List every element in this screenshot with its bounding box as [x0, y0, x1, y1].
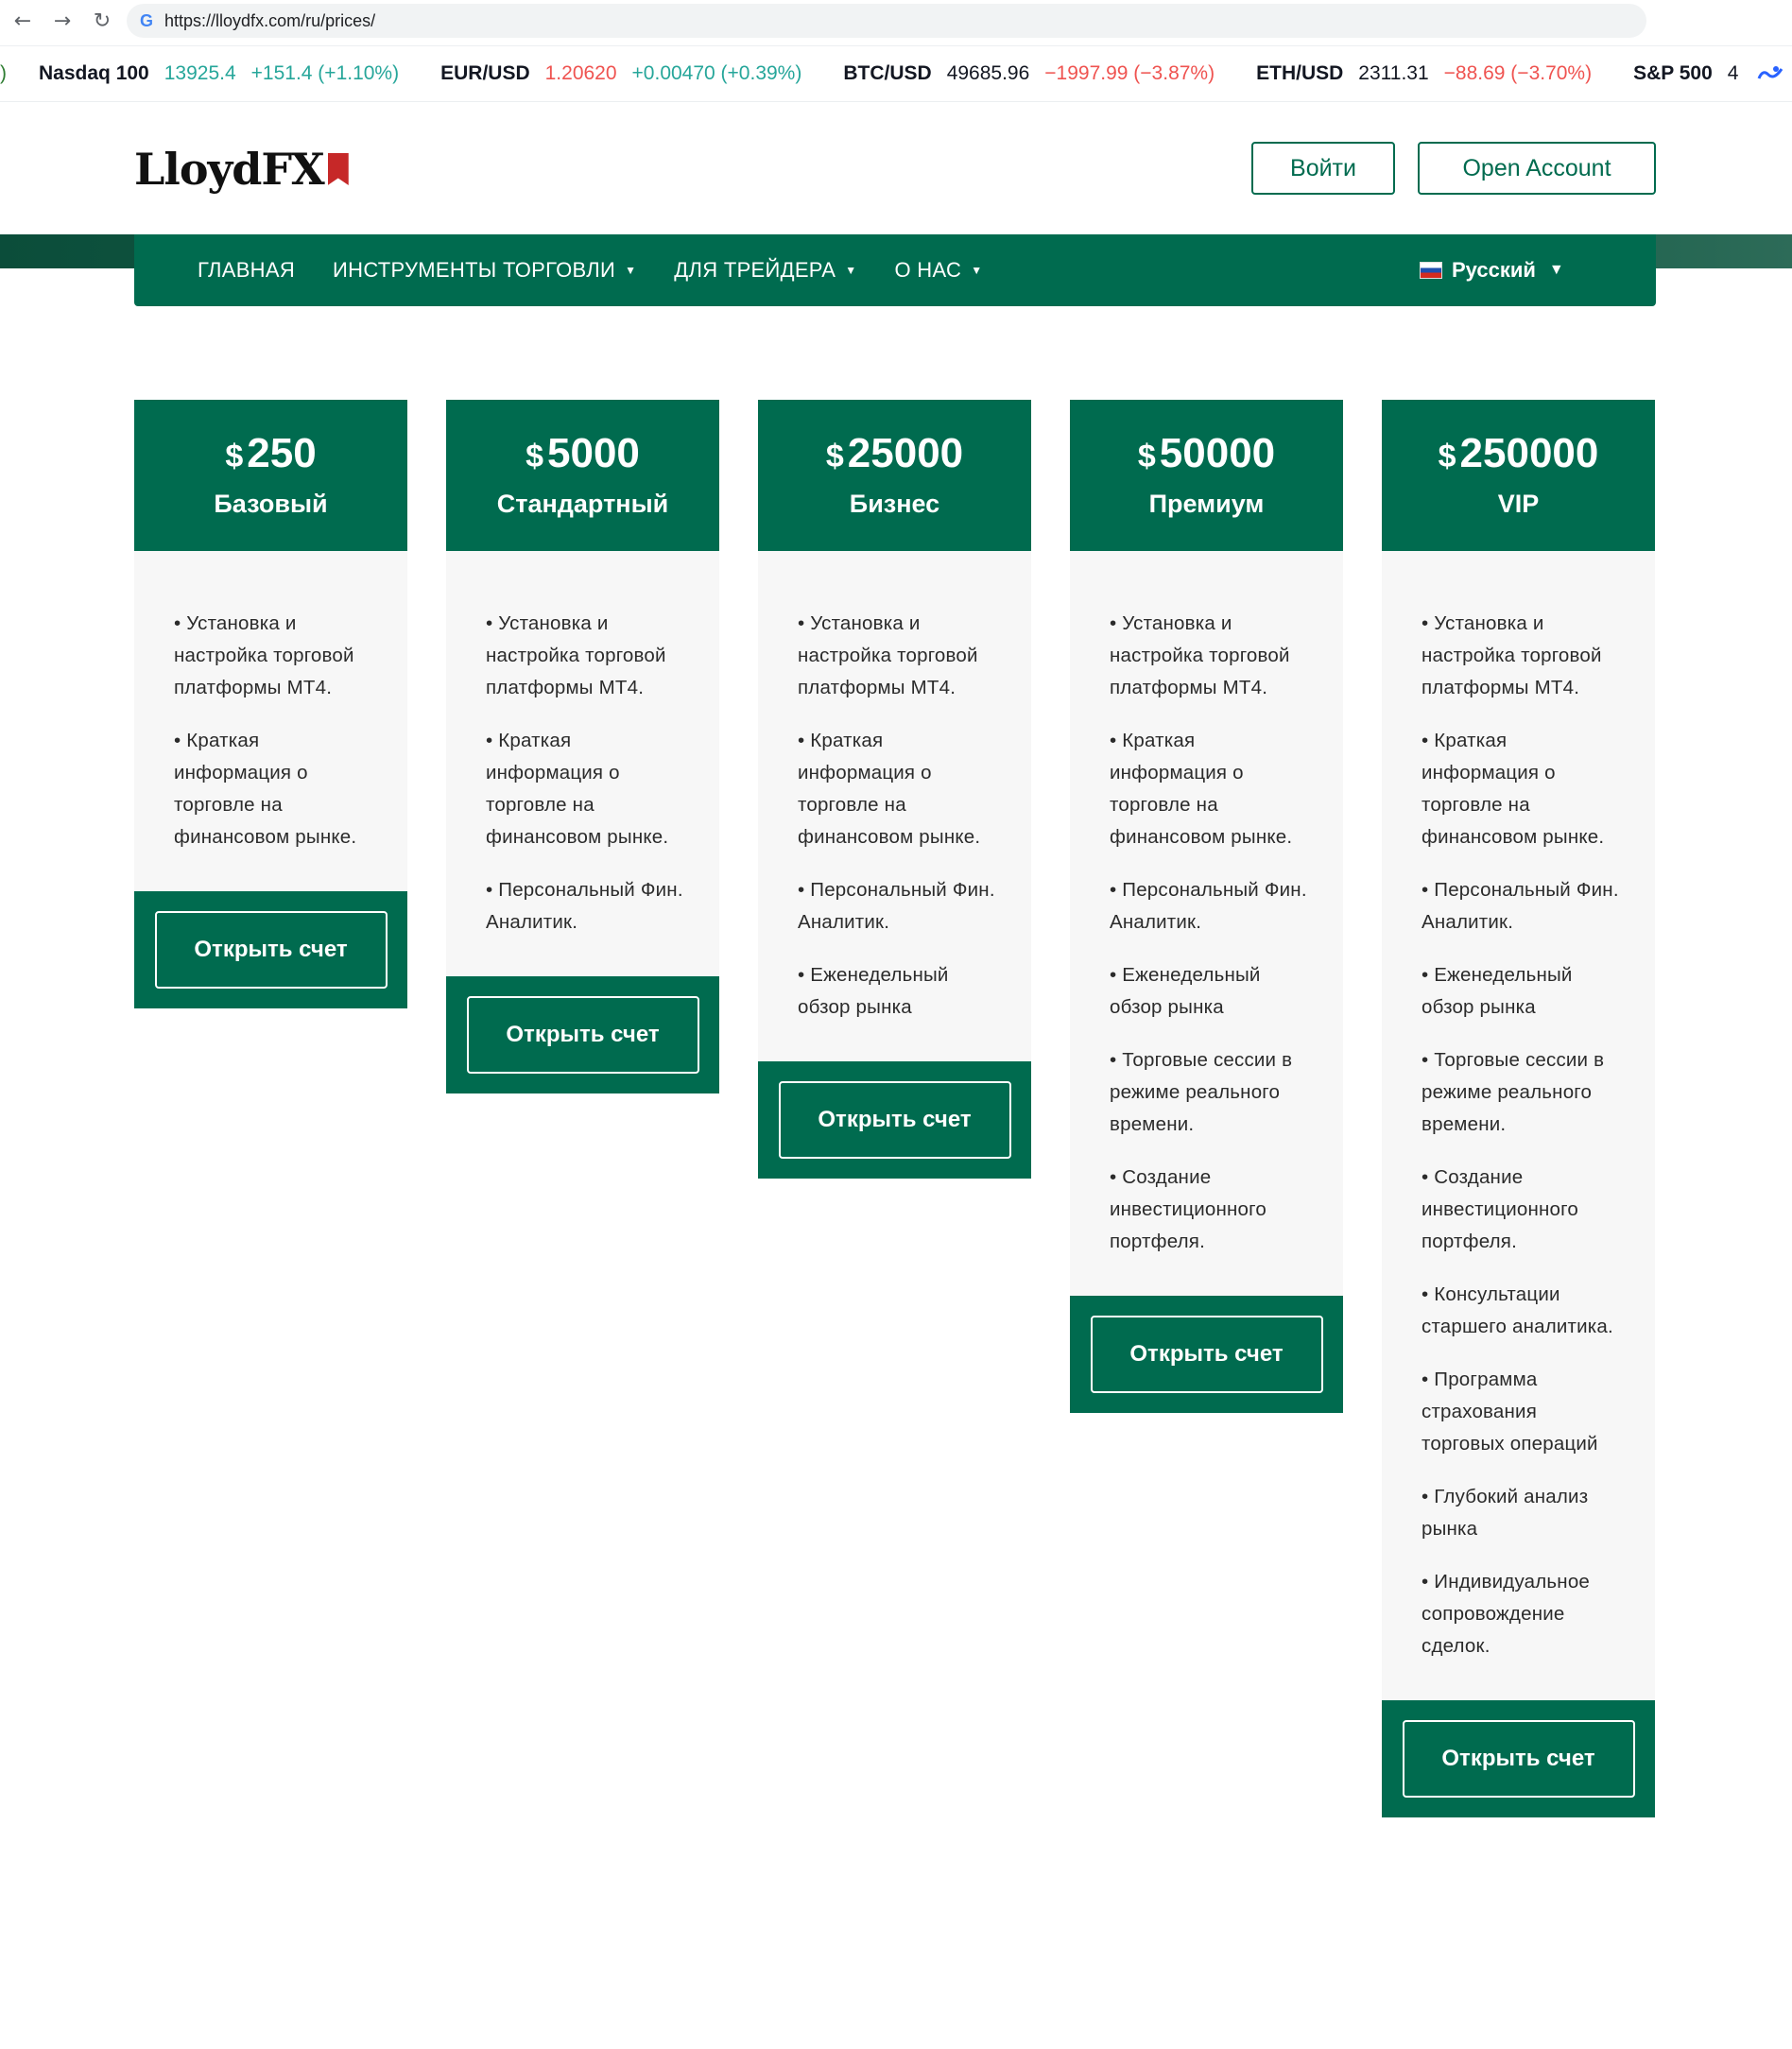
- nav-item-label: ГЛАВНАЯ: [198, 258, 296, 282]
- ticker-symbol: ETH/USD: [1256, 62, 1344, 84]
- card-footer: [134, 891, 407, 1008]
- plan-name: Базовый: [214, 489, 328, 518]
- plan-feature: • Установка и настройка торговой платформы МТ4.: [1110, 612, 1290, 698]
- card-header: [446, 400, 719, 551]
- plan-feature: • Установка и настройка торговой платформы МТ4.: [486, 612, 666, 698]
- logo-text: LloydFX: [134, 144, 324, 195]
- nav-item[interactable]: [674, 258, 856, 283]
- logo-bookmark-icon: [328, 153, 349, 185]
- ticker-lead: ): [0, 62, 7, 84]
- plan-feature: • Краткая информация о торговле на финансовом рынке.: [798, 730, 981, 848]
- nav-item[interactable]: [894, 258, 982, 283]
- card-footer: [1070, 1296, 1343, 1413]
- card-features: [758, 551, 1031, 1061]
- plan-amount: 250: [247, 429, 317, 476]
- ticker-symbol: EUR/USD: [440, 62, 530, 84]
- ticker-price: 4: [1727, 62, 1739, 84]
- card-header: [1382, 400, 1655, 551]
- card-header: [758, 400, 1031, 551]
- ticker-symbol: Nasdaq 100: [39, 62, 149, 84]
- language-selector[interactable]: [1420, 234, 1564, 306]
- card-footer: [446, 976, 719, 1093]
- ticker-item[interactable]: [440, 62, 801, 85]
- currency-symbol: $: [825, 438, 844, 474]
- ticker-change: +0.00470 (+0.39%): [631, 62, 802, 84]
- plan-name: Премиум: [1148, 489, 1265, 518]
- plan-feature: • Персональный Фин. Аналитик.: [486, 879, 683, 933]
- nav-item[interactable]: [333, 258, 636, 283]
- pricing-card: [758, 400, 1031, 1179]
- plan-amount: 5000: [547, 429, 640, 476]
- plan-feature: • Торговые сессии в режиме реального времени.: [1422, 1049, 1605, 1135]
- language-label: Русский: [1452, 258, 1536, 282]
- nav-item[interactable]: [198, 258, 295, 283]
- plan-feature: • Краткая информация о торговле на финансовом рынке.: [1422, 730, 1605, 848]
- plan-feature: • Краткая информация о торговле на финансовом рынке.: [1110, 730, 1293, 848]
- plan-amount: 50000: [1159, 429, 1276, 476]
- plan-amount: 25000: [847, 429, 964, 476]
- plan-feature: • Программа страхования торговых операций: [1422, 1369, 1598, 1455]
- plan-feature: • Персональный Фин. Аналитик.: [1110, 879, 1307, 933]
- card-features: [134, 551, 407, 891]
- pricing-card: [1382, 400, 1655, 1817]
- plan-feature: • Еженедельный обзор рынка: [1110, 964, 1261, 1018]
- card-footer: [1382, 1700, 1655, 1817]
- browser-toolbar: [0, 0, 1792, 42]
- logo[interactable]: [134, 140, 349, 198]
- open-account-plan-button[interactable]: Открыть счет: [1403, 1720, 1635, 1798]
- card-header: [134, 400, 407, 551]
- currency-symbol: $: [1137, 438, 1156, 474]
- plan-feature: • Создание инвестиционного портфеля.: [1110, 1166, 1266, 1252]
- ticker-change: −88.69 (−3.70%): [1443, 62, 1593, 84]
- plan-feature: • Глубокий анализ рынка: [1422, 1486, 1589, 1540]
- plan-feature: • Установка и настройка торговой платформы МТ4.: [798, 612, 978, 698]
- ticker-change: +151.4 (+1.10%): [250, 62, 400, 84]
- plan-price: [1137, 429, 1276, 476]
- caret-down-icon: ▼: [625, 264, 637, 277]
- plan-name: VIP: [1497, 489, 1540, 518]
- currency-symbol: $: [526, 438, 544, 474]
- nav-item-label: ДЛЯ ТРЕЙДЕРА: [674, 258, 836, 282]
- login-button[interactable]: Войти: [1251, 142, 1395, 195]
- nav-item-label: О НАС: [894, 258, 962, 282]
- tradingview-icon[interactable]: [1754, 58, 1786, 90]
- currency-symbol: $: [1438, 438, 1456, 474]
- ticker-symbol: S&P 500: [1633, 62, 1713, 84]
- card-features: [1070, 551, 1343, 1296]
- plan-feature: • Установка и настройка торговой платформы МТ4.: [1422, 612, 1602, 698]
- open-account-plan-button[interactable]: Открыть счет: [1091, 1316, 1323, 1393]
- plan-price: [526, 429, 640, 476]
- card-features: [1382, 551, 1655, 1700]
- ticker-item[interactable]: [39, 62, 399, 85]
- plan-feature: • Создание инвестиционного портфеля.: [1422, 1166, 1578, 1252]
- chevron-down-icon: ▼: [1548, 262, 1564, 278]
- ticker-price: 49685.96: [946, 62, 1030, 84]
- nav-item-label: ИНСТРУМЕНТЫ ТОРГОВЛИ: [333, 258, 616, 282]
- ticker-symbol: BTC/USD: [843, 62, 932, 84]
- ticker-tape: [0, 45, 1792, 102]
- plan-feature: • Консультации старшего аналитика.: [1422, 1283, 1613, 1337]
- google-icon: G: [140, 10, 154, 30]
- card-features: [446, 551, 719, 976]
- ticker-price: 1.20620: [544, 62, 617, 84]
- plan-feature: • Краткая информация о торговле на финансовом рынке.: [174, 730, 357, 848]
- card-header: [1070, 400, 1343, 551]
- back-arrow-icon[interactable]: ←: [13, 9, 32, 33]
- russia-flag-icon: [1420, 262, 1442, 279]
- ticker-item[interactable]: [1633, 62, 1753, 85]
- plan-feature: • Торговые сессии в режиме реального времени.: [1110, 1049, 1293, 1135]
- plan-price: [225, 429, 317, 476]
- caret-down-icon: ▼: [971, 264, 983, 277]
- pricing-card: [134, 400, 407, 1008]
- url-text: https://lloydfx.com/ru/prices/: [164, 10, 376, 30]
- pricing-card: [446, 400, 719, 1093]
- open-account-plan-button[interactable]: Открыть счет: [779, 1081, 1011, 1159]
- plan-feature: • Краткая информация о торговле на финансовом рынке.: [486, 730, 669, 848]
- card-footer: [758, 1061, 1031, 1179]
- open-account-plan-button[interactable]: Открыть счет: [155, 911, 388, 989]
- plan-feature: • Установка и настройка торговой платформы МТ4.: [174, 612, 354, 698]
- main-nav: [134, 234, 1656, 306]
- ticker-change: −1997.99 (−3.87%): [1044, 62, 1215, 84]
- plan-feature: • Еженедельный обзор рынка: [798, 964, 949, 1018]
- address-bar[interactable]: [127, 4, 1646, 38]
- ticker-price: 2311.31: [1358, 62, 1429, 84]
- plan-price: [825, 429, 964, 476]
- plan-feature: • Индивидуальное сопровождение сделок.: [1422, 1571, 1591, 1657]
- plan-feature: • Еженедельный обзор рынка: [1422, 964, 1573, 1018]
- plan-feature: • Персональный Фин. Аналитик.: [1422, 879, 1619, 933]
- ticker-price: 13925.4: [164, 62, 236, 84]
- plan-amount: 250000: [1459, 429, 1599, 476]
- open-account-plan-button[interactable]: Открыть счет: [467, 996, 699, 1074]
- open-account-button[interactable]: Open Account: [1418, 142, 1656, 195]
- plan-name: Бизнес: [849, 489, 940, 518]
- plan-price: [1438, 429, 1599, 476]
- ticker-item[interactable]: [1256, 62, 1592, 85]
- ticker-item[interactable]: [843, 62, 1215, 85]
- plan-feature: • Персональный Фин. Аналитик.: [798, 879, 995, 933]
- currency-symbol: $: [225, 438, 244, 474]
- caret-down-icon: ▼: [845, 264, 857, 277]
- pricing-card: [1070, 400, 1343, 1413]
- plan-name: Стандартный: [496, 489, 669, 518]
- reload-icon[interactable]: ↻: [93, 9, 112, 33]
- forward-arrow-icon[interactable]: →: [53, 9, 72, 33]
